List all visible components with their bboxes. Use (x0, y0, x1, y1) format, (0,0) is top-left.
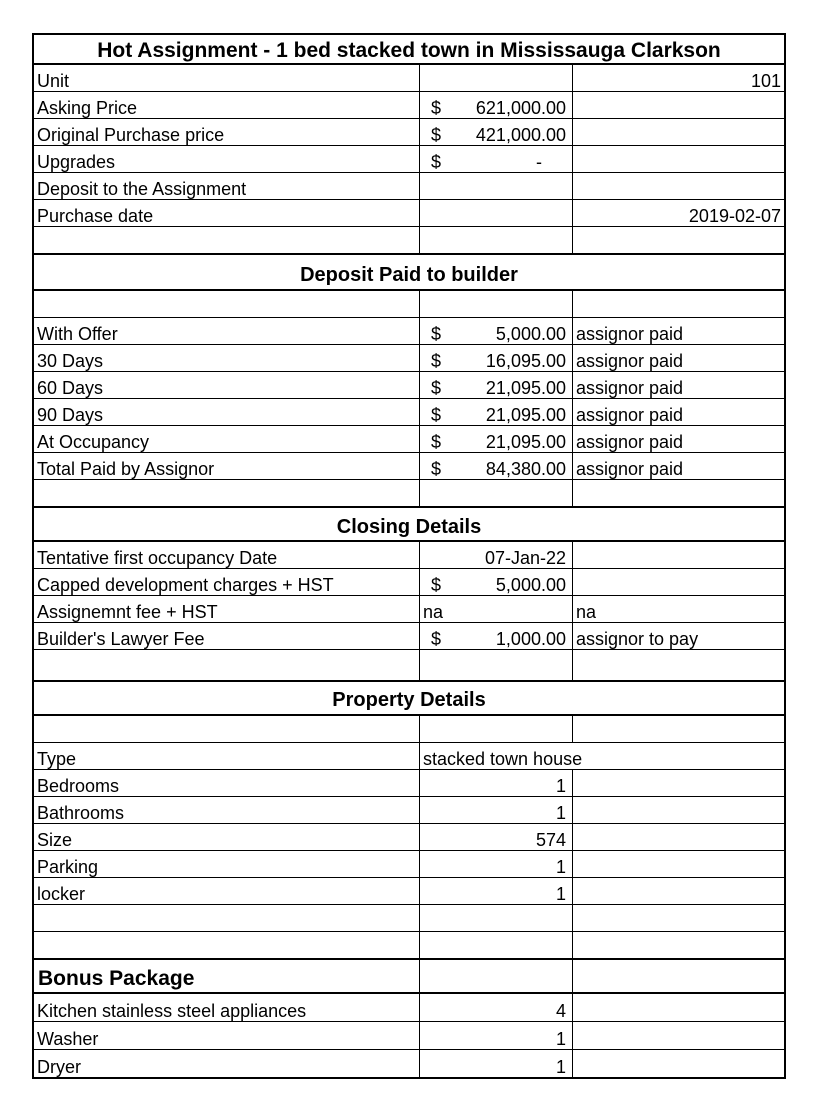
table-row (34, 399, 784, 426)
property-label: Bathrooms (37, 803, 125, 823)
dev-charges-label: Capped development charges + HST (37, 575, 334, 595)
table-row (34, 173, 784, 200)
deposit-status: assignor paid (576, 405, 684, 425)
currency-symbol: $ (431, 351, 442, 371)
currency-symbol: $ (431, 152, 442, 172)
bonus-value: 4 (555, 1001, 566, 1021)
table-row (34, 92, 784, 119)
assign-fee-note: na (576, 602, 597, 622)
unit-label: Unit (37, 71, 70, 91)
currency-symbol: $ (431, 378, 442, 398)
table-row (34, 824, 784, 851)
table-row (34, 716, 784, 743)
deposit-status: assignor paid (576, 378, 684, 398)
table-row (34, 542, 784, 569)
currency-symbol: $ (431, 575, 442, 595)
asking-price-value: 621,000.00 (475, 98, 566, 118)
currency-symbol: $ (431, 125, 442, 145)
table-row (34, 453, 784, 480)
original-purchase-label: Original Purchase price (37, 125, 225, 145)
table-row (34, 65, 784, 92)
deposit-label: 90 Days (37, 405, 104, 425)
deposit-amount: 5,000.00 (495, 324, 566, 344)
asking-price-label: Asking Price (37, 98, 138, 118)
table-row (34, 932, 784, 960)
deposit-label: 30 Days (37, 351, 104, 371)
table-row (34, 596, 784, 623)
closing-heading: Closing Details (336, 516, 482, 538)
table-row (34, 291, 784, 318)
deposit-amount: 16,095.00 (485, 351, 566, 371)
table-row (34, 851, 784, 878)
section-header (34, 682, 784, 716)
property-heading: Property Details (332, 689, 486, 711)
upgrades-value: - (536, 152, 542, 172)
table-row (34, 569, 784, 596)
table-row (34, 878, 784, 905)
deposit-status: assignor paid (576, 351, 684, 371)
title-row (34, 35, 784, 65)
deposit-assignment-label: Deposit to the Assignment (37, 179, 247, 199)
section-header (34, 255, 784, 291)
lawyer-fee-label: Builder's Lawyer Fee (37, 629, 205, 649)
currency-symbol: $ (431, 629, 442, 649)
bonus-label: Dryer (37, 1057, 81, 1077)
table-row (34, 480, 784, 508)
table-row (34, 1022, 784, 1050)
deposit-label: Total Paid by Assignor (37, 459, 215, 479)
property-value: 1 (555, 803, 566, 823)
property-value: 1 (555, 884, 566, 904)
upgrades-label: Upgrades (37, 152, 116, 172)
assign-fee-value: na (423, 602, 444, 622)
table-row (34, 1050, 784, 1077)
table-row (34, 797, 784, 824)
type-label: Type (37, 749, 77, 769)
table-row (34, 200, 784, 227)
table-row (34, 372, 784, 399)
assign-fee-label: Assignemnt fee + HST (37, 602, 218, 622)
assignment-sheet (32, 33, 786, 1079)
currency-symbol: $ (431, 432, 442, 452)
original-purchase-value: 421,000.00 (475, 125, 566, 145)
deposit-label: 60 Days (37, 378, 104, 398)
lawyer-fee-value: 1,000.00 (495, 629, 566, 649)
currency-symbol: $ (431, 98, 442, 118)
property-value: 574 (535, 830, 566, 850)
purchase-date-value: 2019-02-07 (688, 206, 781, 226)
bonus-label: Kitchen stainless steel appliances (37, 1001, 307, 1021)
dev-charges-value: 5,000.00 (495, 575, 566, 595)
unit-value: 101 (750, 71, 781, 91)
table-row (34, 623, 784, 650)
table-row (34, 743, 784, 770)
property-value: 1 (555, 857, 566, 877)
section-header (34, 960, 784, 994)
occupancy-date: 07-Jan-22 (484, 548, 566, 568)
table-row (34, 119, 784, 146)
deposit-status: assignor paid (576, 324, 684, 344)
bonus-value: 1 (555, 1029, 566, 1049)
table-row (34, 650, 784, 682)
table-row (34, 318, 784, 345)
bonus-label: Washer (37, 1029, 99, 1049)
property-label: Size (37, 830, 73, 850)
lawyer-fee-note: assignor to pay (576, 629, 699, 649)
deposit-heading: Deposit Paid to builder (300, 264, 518, 286)
table-row (34, 146, 784, 173)
deposit-label: At Occupancy (37, 432, 150, 452)
deposit-label: With Offer (37, 324, 118, 344)
table-row (34, 227, 784, 255)
table-row (34, 770, 784, 797)
property-label: locker (37, 884, 86, 904)
table-row (34, 345, 784, 372)
deposit-amount: 21,095.00 (485, 378, 566, 398)
property-value: 1 (555, 776, 566, 796)
type-value: stacked town house (423, 749, 583, 769)
bonus-value: 1 (555, 1057, 566, 1077)
currency-symbol: $ (431, 324, 442, 344)
bonus-heading: Bonus Package (38, 967, 195, 990)
currency-symbol: $ (431, 459, 442, 479)
table-row (34, 994, 784, 1022)
deposit-amount: 21,095.00 (485, 432, 566, 452)
property-label: Parking (37, 857, 99, 877)
deposit-amount: 21,095.00 (485, 405, 566, 425)
deposit-status: assignor paid (576, 432, 684, 452)
occupancy-label: Tentative first occupancy Date (37, 548, 278, 568)
currency-symbol: $ (431, 405, 442, 425)
table-row (34, 905, 784, 932)
deposit-amount: 84,380.00 (485, 459, 566, 479)
page-title: Hot Assignment - 1 bed stacked town in Mississauga Clarkson (97, 39, 721, 62)
property-label: Bedrooms (37, 776, 120, 796)
purchase-date-label: Purchase date (37, 206, 154, 226)
table-row (34, 426, 784, 453)
section-header (34, 508, 784, 542)
deposit-status: assignor paid (576, 459, 684, 479)
